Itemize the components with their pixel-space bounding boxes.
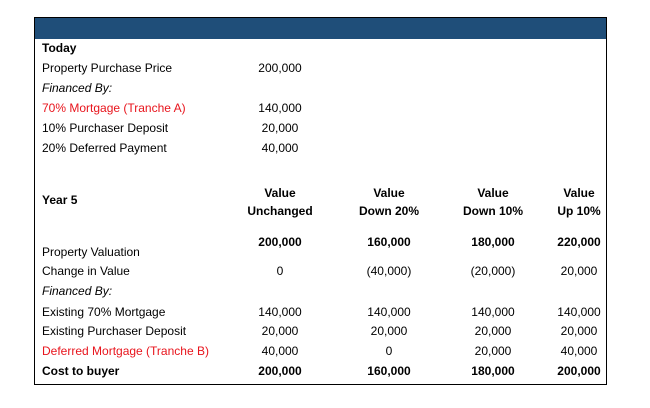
label-deferred-mortgage-tranche-b: Deferred Mortgage (Tranche B) — [42, 344, 209, 358]
label-existing-mortgage: Existing 70% Mortgage — [42, 305, 166, 319]
label-property-valuation: Property Valuation — [42, 245, 140, 259]
deferred-mortgage-down-10: 20,000 — [474, 344, 512, 358]
change-down-20: (40,000) — [366, 264, 412, 278]
col-header-down-20 — [344, 184, 434, 220]
label-change-in-value: Change in Value — [42, 264, 130, 278]
value-purchaser-deposit: 20,000 — [261, 121, 299, 135]
col-header-down-10 — [448, 184, 538, 220]
col-header-unchanged — [235, 184, 325, 220]
label-financed-by-year5: Financed By: — [42, 284, 113, 298]
existing-mortgage-down-10: 140,000 — [471, 305, 515, 319]
cost-up-10: 200,000 — [557, 364, 601, 378]
label-deferred-payment: 20% Deferred Payment — [42, 141, 167, 155]
value-property-purchase-price: 200,000 — [258, 61, 302, 75]
label-property-purchase-price: Property Purchase Price — [42, 61, 173, 75]
valuation-down-20: 160,000 — [367, 235, 411, 249]
existing-deposit-up-10: 20,000 — [560, 324, 598, 338]
col-header-down-20-line2: Down 20% — [358, 204, 419, 218]
today-title: Today — [42, 41, 77, 55]
cost-down-20: 160,000 — [367, 364, 411, 378]
col-header-down-10-line2: Down 10% — [462, 204, 523, 218]
valuation-up-10: 220,000 — [557, 235, 601, 249]
deferred-mortgage-down-20: 0 — [385, 344, 393, 358]
col-header-down-10-line1: Value — [477, 186, 509, 200]
label-existing-deposit: Existing Purchaser Deposit — [42, 324, 187, 338]
label-cost-to-buyer: Cost to buyer — [42, 364, 120, 378]
change-unchanged: 0 — [276, 264, 284, 278]
financing-table — [34, 17, 607, 385]
year5-title: Year 5 — [42, 193, 78, 207]
existing-mortgage-down-20: 140,000 — [367, 305, 411, 319]
existing-deposit-unchanged: 20,000 — [261, 324, 299, 338]
existing-mortgage-unchanged: 140,000 — [258, 305, 302, 319]
header-band — [35, 18, 606, 39]
cost-down-10: 180,000 — [471, 364, 515, 378]
label-purchaser-deposit: 10% Purchaser Deposit — [42, 121, 169, 135]
label-mortgage-tranche-a: 70% Mortgage (Tranche A) — [42, 101, 186, 115]
label-financed-by-today: Financed By: — [42, 81, 113, 95]
valuation-down-10: 180,000 — [471, 235, 515, 249]
change-down-10: (20,000) — [470, 264, 516, 278]
existing-deposit-down-10: 20,000 — [474, 324, 512, 338]
value-mortgage-tranche-a: 140,000 — [258, 101, 302, 115]
col-header-up-10-line2: Up 10% — [557, 204, 601, 218]
change-up-10: 20,000 — [560, 264, 598, 278]
existing-mortgage-up-10: 140,000 — [557, 305, 601, 319]
value-deferred-payment: 40,000 — [261, 141, 299, 155]
valuation-unchanged: 200,000 — [258, 235, 302, 249]
deferred-mortgage-up-10: 40,000 — [560, 344, 598, 358]
col-header-up-10 — [534, 184, 624, 220]
col-header-unchanged-line2: Unchanged — [247, 204, 313, 218]
existing-deposit-down-20: 20,000 — [370, 324, 408, 338]
col-header-up-10-line1: Value — [563, 186, 595, 200]
deferred-mortgage-unchanged: 40,000 — [261, 344, 299, 358]
cost-unchanged: 200,000 — [258, 364, 302, 378]
col-header-unchanged-line1: Value — [264, 186, 296, 200]
col-header-down-20-line1: Value — [373, 186, 405, 200]
